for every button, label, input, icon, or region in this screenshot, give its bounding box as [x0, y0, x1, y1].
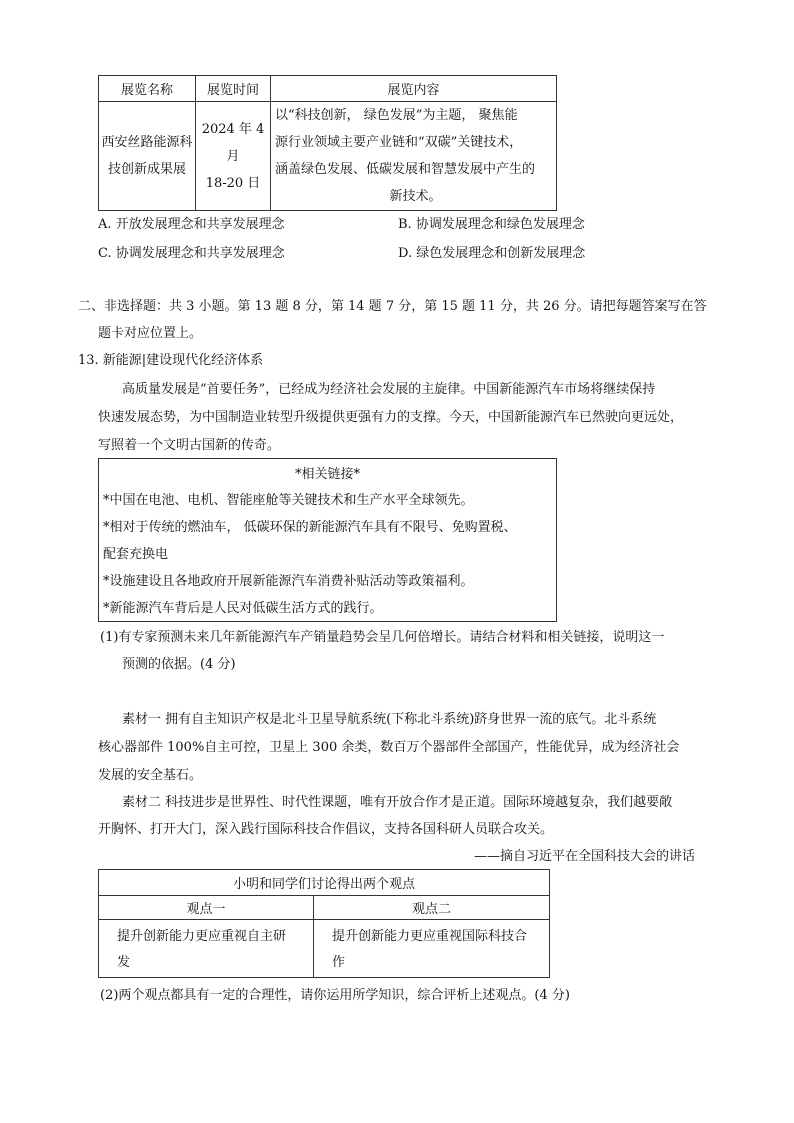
viewpoint2-line: 作 — [332, 955, 346, 970]
table-header-name: 展览名称 — [99, 76, 196, 102]
viewpoint1-line: 提升创新能力更应重视自主研 — [117, 929, 287, 944]
table-cell-content-line: 涵盖绿色发展、低碳发展和智慧发展中产生的 — [275, 162, 536, 177]
q13-paragraph-line: 快速发展态势，为中国制造业转型升级提供更强有力的支撑。今天，中国新能源汽车已然驶向更远处， — [98, 410, 684, 425]
viewpoint2-label: 观点二 — [314, 896, 550, 920]
related-links-box — [98, 458, 557, 622]
viewpoint2-line: 提升创新能力更应重视国际科技合 — [332, 929, 528, 944]
related-link-item: 配套充换电 — [103, 547, 169, 562]
material1-line: 发展的安全基石。 — [98, 768, 203, 783]
related-links-title: *相关链接* — [294, 467, 360, 482]
related-link-item: *相对于传统的燃油车， 低碳环保的新能源汽车具有不限号、免购置税、 — [103, 520, 517, 535]
q13-sub1: (1)有专家预测未来几年新能源汽车产销量趋势会呈几何倍增长。请结合材料和相关链接，说明这一 — [100, 630, 665, 645]
table-cell-content-line: 源行业领域主要产业链和“双碳”关键技术， — [275, 135, 523, 150]
viewpoint1-content — [99, 920, 314, 978]
viewpoints-title: 小明和同学们讨论得出两个观点 — [99, 870, 550, 896]
option-b: B. 协调发展理念和绿色发展理念 — [398, 217, 585, 232]
section2-heading-cont: 题卡对应位置上。 — [98, 326, 203, 341]
table-cell-content-line: 新技术。 — [389, 189, 442, 204]
related-link-item: *新能源汽车背后是人民对低碳生活方式的践行。 — [103, 601, 383, 616]
q13-sub2: (2)两个观点都具有一定的合理性，请你运用所学知识，综合评析上述观点。(4 分) — [100, 988, 570, 1003]
viewpoints-table — [98, 869, 550, 978]
viewpoint1-line: 发 — [117, 955, 131, 970]
viewpoint1-label: 观点一 — [99, 896, 314, 920]
viewpoint2-content — [314, 920, 550, 978]
table-cell-time — [196, 102, 271, 211]
q13-paragraph-line: 写照着一个文明古国新的传奇。 — [98, 438, 281, 453]
table-cell-name — [99, 102, 196, 211]
table-cell-time-line: 2024 年 4 月 — [201, 121, 265, 164]
table-cell-content-line: 以“科技创新， 绿色发展”为主题， 聚焦能 — [275, 108, 518, 123]
exhibition-table — [98, 75, 557, 211]
related-link-item: *中国在电池、电机、智能座舱等关键技术和生产水平全球领先。 — [103, 493, 474, 508]
material1-line: 核心器部件 100%自主可控，卫星上 300 余类，数百万个器部件全部国产，性能优异，成为经济社会 — [98, 740, 680, 755]
q13-sub1-cont: 预测的依据。(4 分) — [122, 657, 236, 672]
option-a: A. 开放发展理念和共享发展理念 — [98, 217, 285, 232]
table-cell-time-line: 18-20 日 — [205, 175, 261, 191]
section2-heading: 二、非选择题：共 3 小题。第 13 题 8 分，第 14 题 7 分，第 15 题 11 分，共 26 分。请把每题答案写在答 — [78, 299, 707, 314]
table-header-time: 展览时间 — [196, 76, 271, 102]
quote-source: ——摘自习近平在全国科技大会的讲话 — [474, 849, 696, 864]
material2-line: 素材二 科技进步是世界性、时代性课题，唯有开放合作才是正道。国际环境越复杂，我们越要敞 — [122, 795, 673, 810]
option-d: D. 绿色发展理念和创新发展理念 — [398, 246, 586, 261]
table-cell-name-line: 西安丝路能源科 — [101, 135, 193, 150]
material2-line: 开胸怀、打开大门，深入践行国际科技合作倡议，支持各国科研人员联合攻关。 — [98, 822, 554, 837]
material1-line: 素材一 拥有自主知识产权是北斗卫星导航系统(下称北斗系统)跻身世界一流的底气。北斗系统 — [122, 712, 657, 727]
table-cell-name-line: 技创新成果展 — [107, 162, 186, 177]
related-link-item: *设施建设且各地政府开展新能源汽车消费补贴活动等政策福利。 — [103, 574, 474, 589]
option-c: C. 协调发展理念和共享发展理念 — [98, 246, 285, 261]
table-cell-content — [271, 102, 557, 211]
table-header-content: 展览内容 — [271, 76, 557, 102]
q13-paragraph-line: 高质量发展是“首要任务”，已经成为经济社会发展的主旋律。中国新能源汽车市场将继续保持 — [122, 382, 656, 397]
q13-title: 13. 新能源|建设现代化经济体系 — [78, 353, 264, 368]
